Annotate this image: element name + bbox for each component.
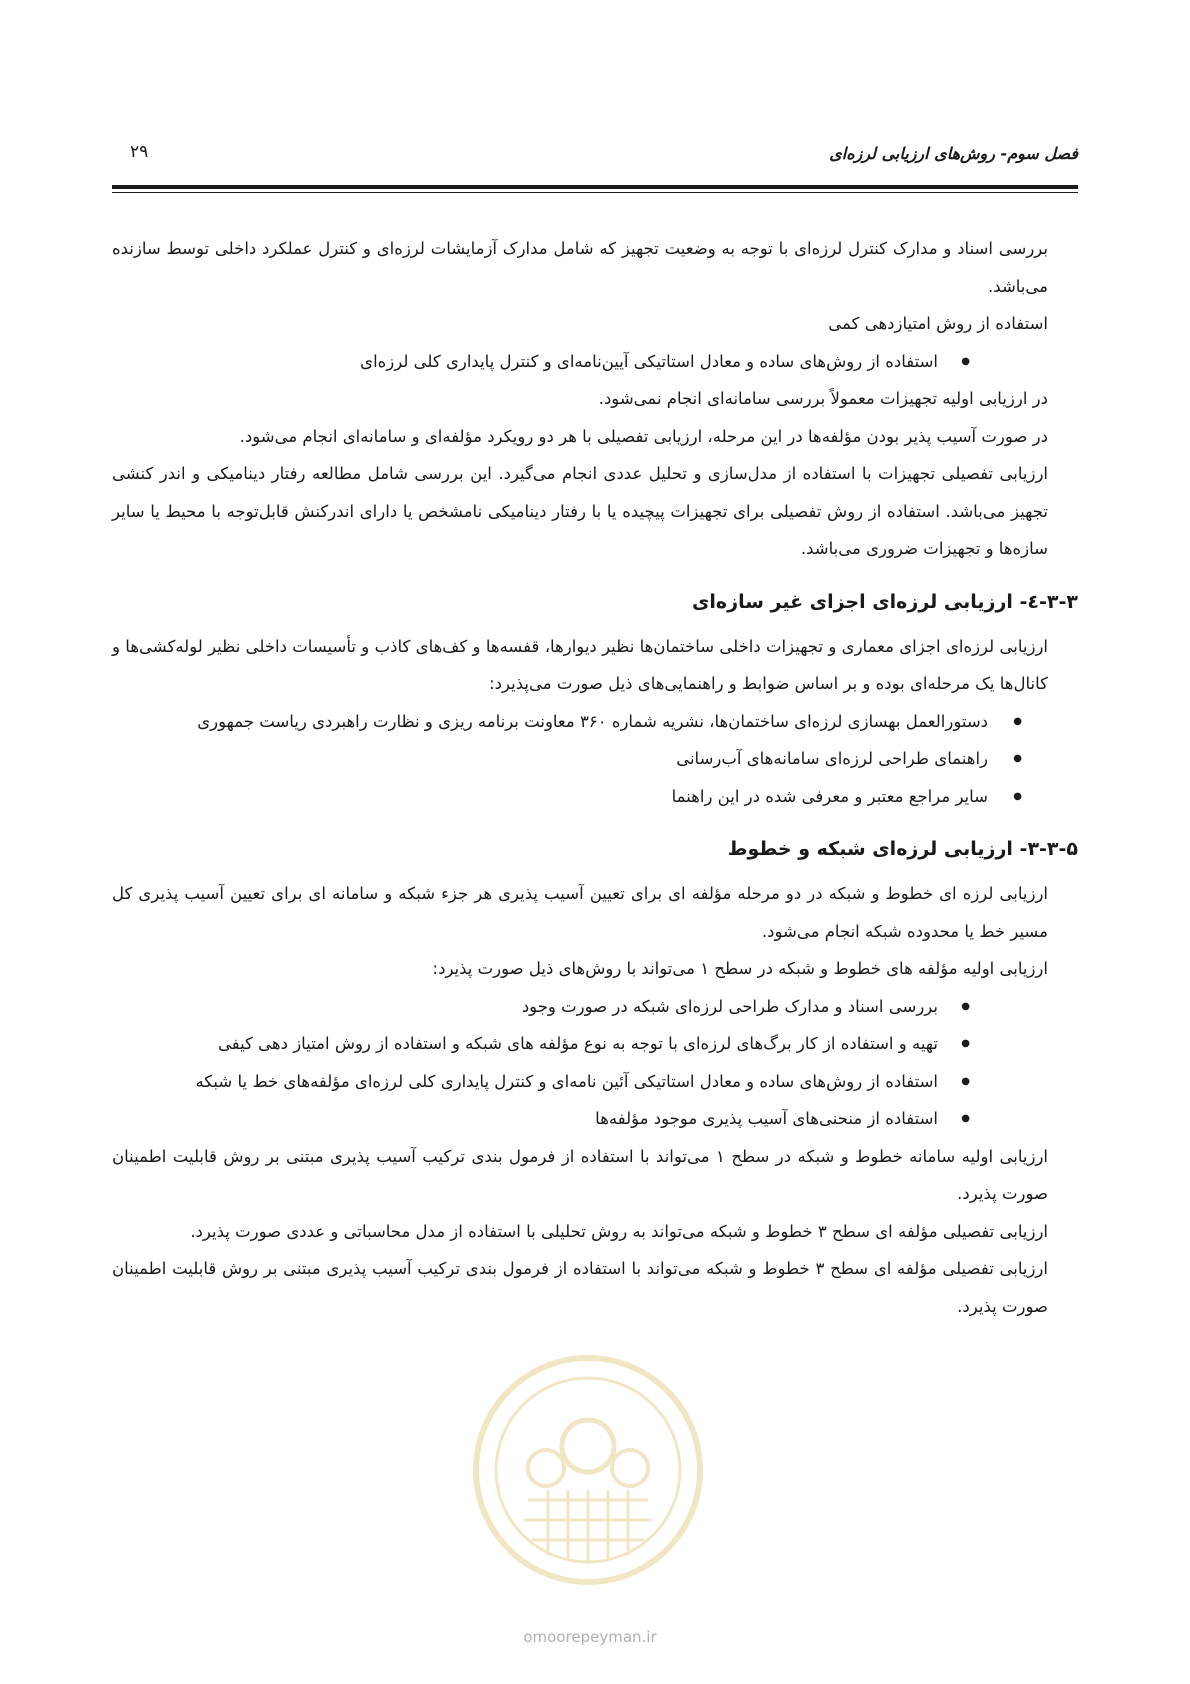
watermark-url: omoorepeyman.ir [523, 1628, 657, 1646]
section-heading: ۳-۳-۵- ارزیابی لرزه‌ای شبکه و خطوط [727, 838, 1078, 860]
page-number: ۲۹ [130, 142, 149, 162]
chapter-title: فصل سوم- روش‌های ارزیابی لرزه‌ای [829, 144, 1078, 163]
list-item: ● استفاده از منحنی‌های آسیب پذیری موجود مؤلفه‌ها [112, 1100, 1078, 1138]
list-item: ● تهیه و استفاده از کار برگ‌های لرزه‌ای با توجه به نوع مؤلفه های شبکه و استفاده از روش امتیاز دهی کیفی [112, 1025, 1078, 1063]
list-item: ● استفاده از روش‌های ساده و معادل استاتیکی آئین نامه‌ای و کنترل پایداری کلی لرزه‌ای مؤلفه‌های خط یا شبکه [112, 1063, 1078, 1101]
paragraph: بررسی اسناد و مدارک کنترل لرزه‌ای با توجه به وضعیت تجهیز که شامل مدارک آزمایشات لرزه‌ای و کنترل عملکرد داخلی توسط سازنده می‌باشد. [112, 239, 1048, 296]
list-item: ● راهنمای طراحی لرزه‌ای سامانه‌های آب‌رسانی [112, 740, 1078, 778]
list-item: ● استفاده از روش‌های ساده و معادل استاتیکی آیین‌نامه‌ای و کنترل پایداری کلی لرزه‌ای [112, 343, 1078, 381]
page-body [112, 230, 1078, 1325]
bullet-list [112, 343, 1078, 381]
list-item: ● سایر مراجع معتبر و معرفی شده در این راهنما [112, 778, 1078, 816]
list-item: ● بررسی اسناد و مدارک طراحی لرزه‌ای شبکه در صورت وجود [112, 988, 1078, 1026]
paragraph: ارزیابی لرزه‌ای اجزای معماری و تجهیزات داخلی ساختمان‌ها نظیر دیوارها، قفسه‌ها و کف‌های کاذب و تأسیسات داخلی نظیر لوله‌کشی‌ها و کانال‌ها یک مرحله‌ای بوده و بر اساس ضوابط و راهنمایی‌های ذیل صورت می‌پذیرد: [112, 636, 1048, 693]
watermark-seal-icon [468, 1350, 708, 1590]
paragraph: ارزیابی تفصیلی مؤلفه ای سطح ۳ خطوط و شبکه می‌تواند به روش تحلیلی با استفاده از مدل محاسباتی و عددی صورت پذیرد. [190, 1221, 1048, 1241]
header-rule-thick [112, 185, 1078, 189]
header-rule-thin [112, 192, 1078, 193]
paragraph: ارزیابی تفصیلی تجهیزات با استفاده از مدل‌سازی و تحلیل عددی انجام می‌گیرد. این بررسی شامل مطالعه رفتار دینامیکی و اندر کنشی تجهیز می‌باشد. استفاده از روش تفصیلی برای تجهیزات پیچیده یا با رفتار دینامیکی نامشخص یا دارای اندرکنش قابل‌توجه با محیط یا سایر سازه‌ها و تجهیزات ضروری می‌باشد. [112, 464, 1048, 558]
bullet-list [112, 988, 1078, 1138]
paragraph: ارزیابی تفصیلی مؤلفه ای سطح ۳ خطوط و شبکه می‌تواند با استفاده از فرمول بندی ترکیب آسیب پذیری مبتنی بر روش قابلیت اطمینان صورت پذیرد. [112, 1259, 1048, 1316]
paragraph: ارزیابی اولیه مؤلفه های خطوط و شبکه در سطح ۱ می‌تواند با روش‌های ذیل صورت پذیرد: [432, 959, 1048, 978]
list-item: ● دستورالعمل بهسازی لرزه‌ای ساختمان‌ها، نشریه شماره ۳۶۰ معاونت برنامه ریزی و نظارت راهبردی ریاست جمهوری [112, 703, 1078, 741]
paragraph: در ارزیابی اولیه تجهیزات معمولاً بررسی سامانه‌ای انجام نمی‌شود. [598, 389, 1048, 408]
paragraph: در صورت آسیب پذیر بودن مؤلفه‌ها در این مرحله، ارزیابی تفصیلی با هر دو رویکرد مؤلفه‌ای و سامانه‌ای انجام می‌شود. [239, 426, 1048, 446]
paragraph: استفاده از روش امتیازدهی کمی [828, 314, 1048, 333]
page-header [112, 138, 1078, 182]
paragraph: ارزیابی اولیه سامانه خطوط و شبکه در سطح ۱ می‌تواند با استفاده از فرمول بندی ترکیب آسیب پذیری مبتنی بر روش قابلیت اطمینان صورت پذیرد. [112, 1146, 1048, 1203]
paragraph: ارزیابی لرزه ای خطوط و شبکه در دو مرحله مؤلفه ای برای تعیین آسیب پذیری هر جزء شبکه و سامانه ای برای تعیین آسیب پذیری کل مسیر خط یا محدوده شبکه انجام می‌شود. [112, 884, 1048, 941]
bullet-list [112, 703, 1078, 816]
section-heading: ۳-۳-٤- ارزیابی لرزه‌ای اجزای غیر سازه‌ای [691, 590, 1078, 613]
